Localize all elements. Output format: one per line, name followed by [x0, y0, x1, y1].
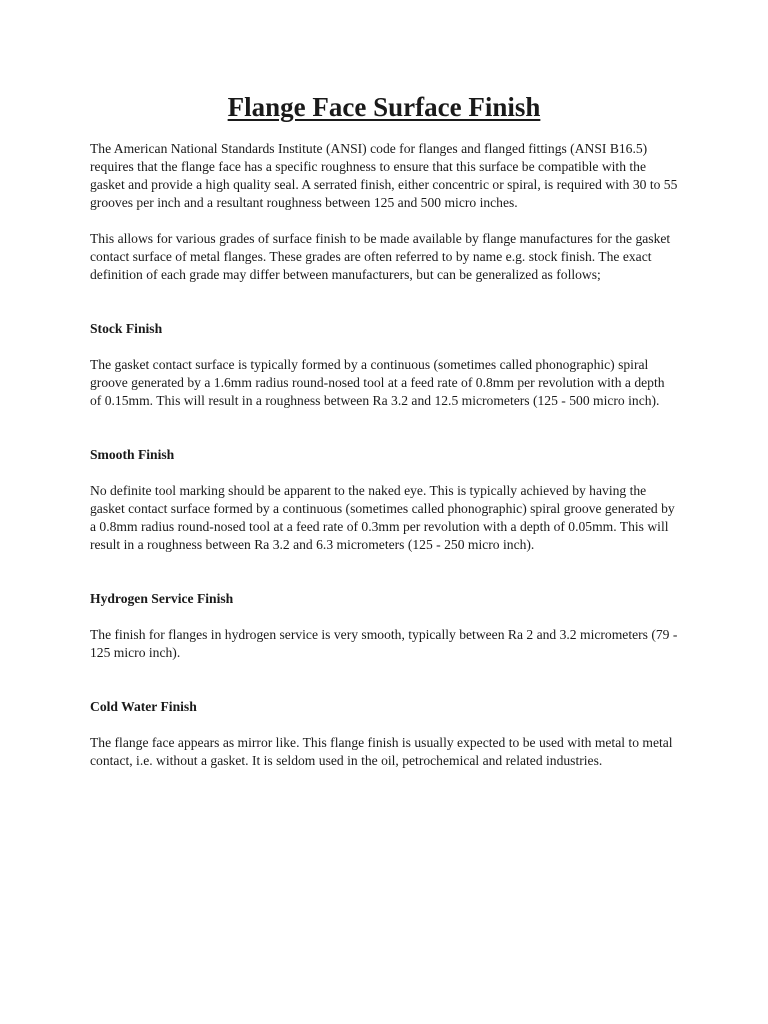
intro-paragraph-1: The American National Standards Institute (ANSI) code for flanges and flanged fittings (ANSI B16.5) requires that the flange face has a specific roughness to ensure that this surface be compatible with the gasket and provide a high quality seal. A serrated finish, either concentric or spiral, is required with 30 to 55 grooves per inch and a resultant roughness between 125 and 500 micro inches. — [90, 141, 678, 210]
section-heading: Cold Water Finish — [90, 699, 197, 714]
section-smooth-finish — [90, 446, 678, 554]
section-heading: Stock Finish — [90, 321, 163, 336]
section-cold-water-finish — [90, 698, 678, 770]
section-stock-finish — [90, 320, 678, 410]
document-page — [90, 88, 678, 770]
section-body: The flange face appears as mirror like. This flange finish is usually expected to be used with metal to metal contact, i.e. without a gasket. It is seldom used in the oil, petrochemical and related industries. — [90, 735, 673, 768]
section-heading: Hydrogen Service Finish — [90, 591, 234, 606]
section-body: The gasket contact surface is typically formed by a continuous (sometimes called phonographic) spiral groove generated by a 1.6mm radius round-nosed tool at a feed rate of 0.8mm per revolution with a depth of 0.15mm. This will result in a roughness between Ra 3.2 and 12.5 micrometers (125 - 500 micro inch). — [90, 357, 665, 408]
document-title: Flange Face Surface Finish — [227, 92, 541, 122]
section-hydrogen-service-finish — [90, 590, 678, 662]
section-body: No definite tool marking should be apparent to the naked eye. This is typically achieved by having the gasket contact surface formed by a continuous (sometimes called phonographic) spiral groove generated by a 0.8mm radius round-nosed tool at a feed rate of 0.3mm per revolution with a depth of 0.05mm. This will result in a roughness between Ra 3.2 and 6.3 micrometers (125 - 250 micro inch). — [90, 483, 675, 552]
intro-paragraph-2: This allows for various grades of surface finish to be made available by flange manufactures for the gasket contact surface of metal flanges. These grades are often referred to by name e.g. stock finish. The exact definition of each grade may differ between manufacturers, but can be generalized as follows; — [90, 231, 671, 282]
section-heading: Smooth Finish — [90, 447, 175, 462]
section-body: The finish for flanges in hydrogen service is very smooth, typically between Ra 2 and 3.2 micrometers (79 - 125 micro inch). — [90, 627, 678, 660]
